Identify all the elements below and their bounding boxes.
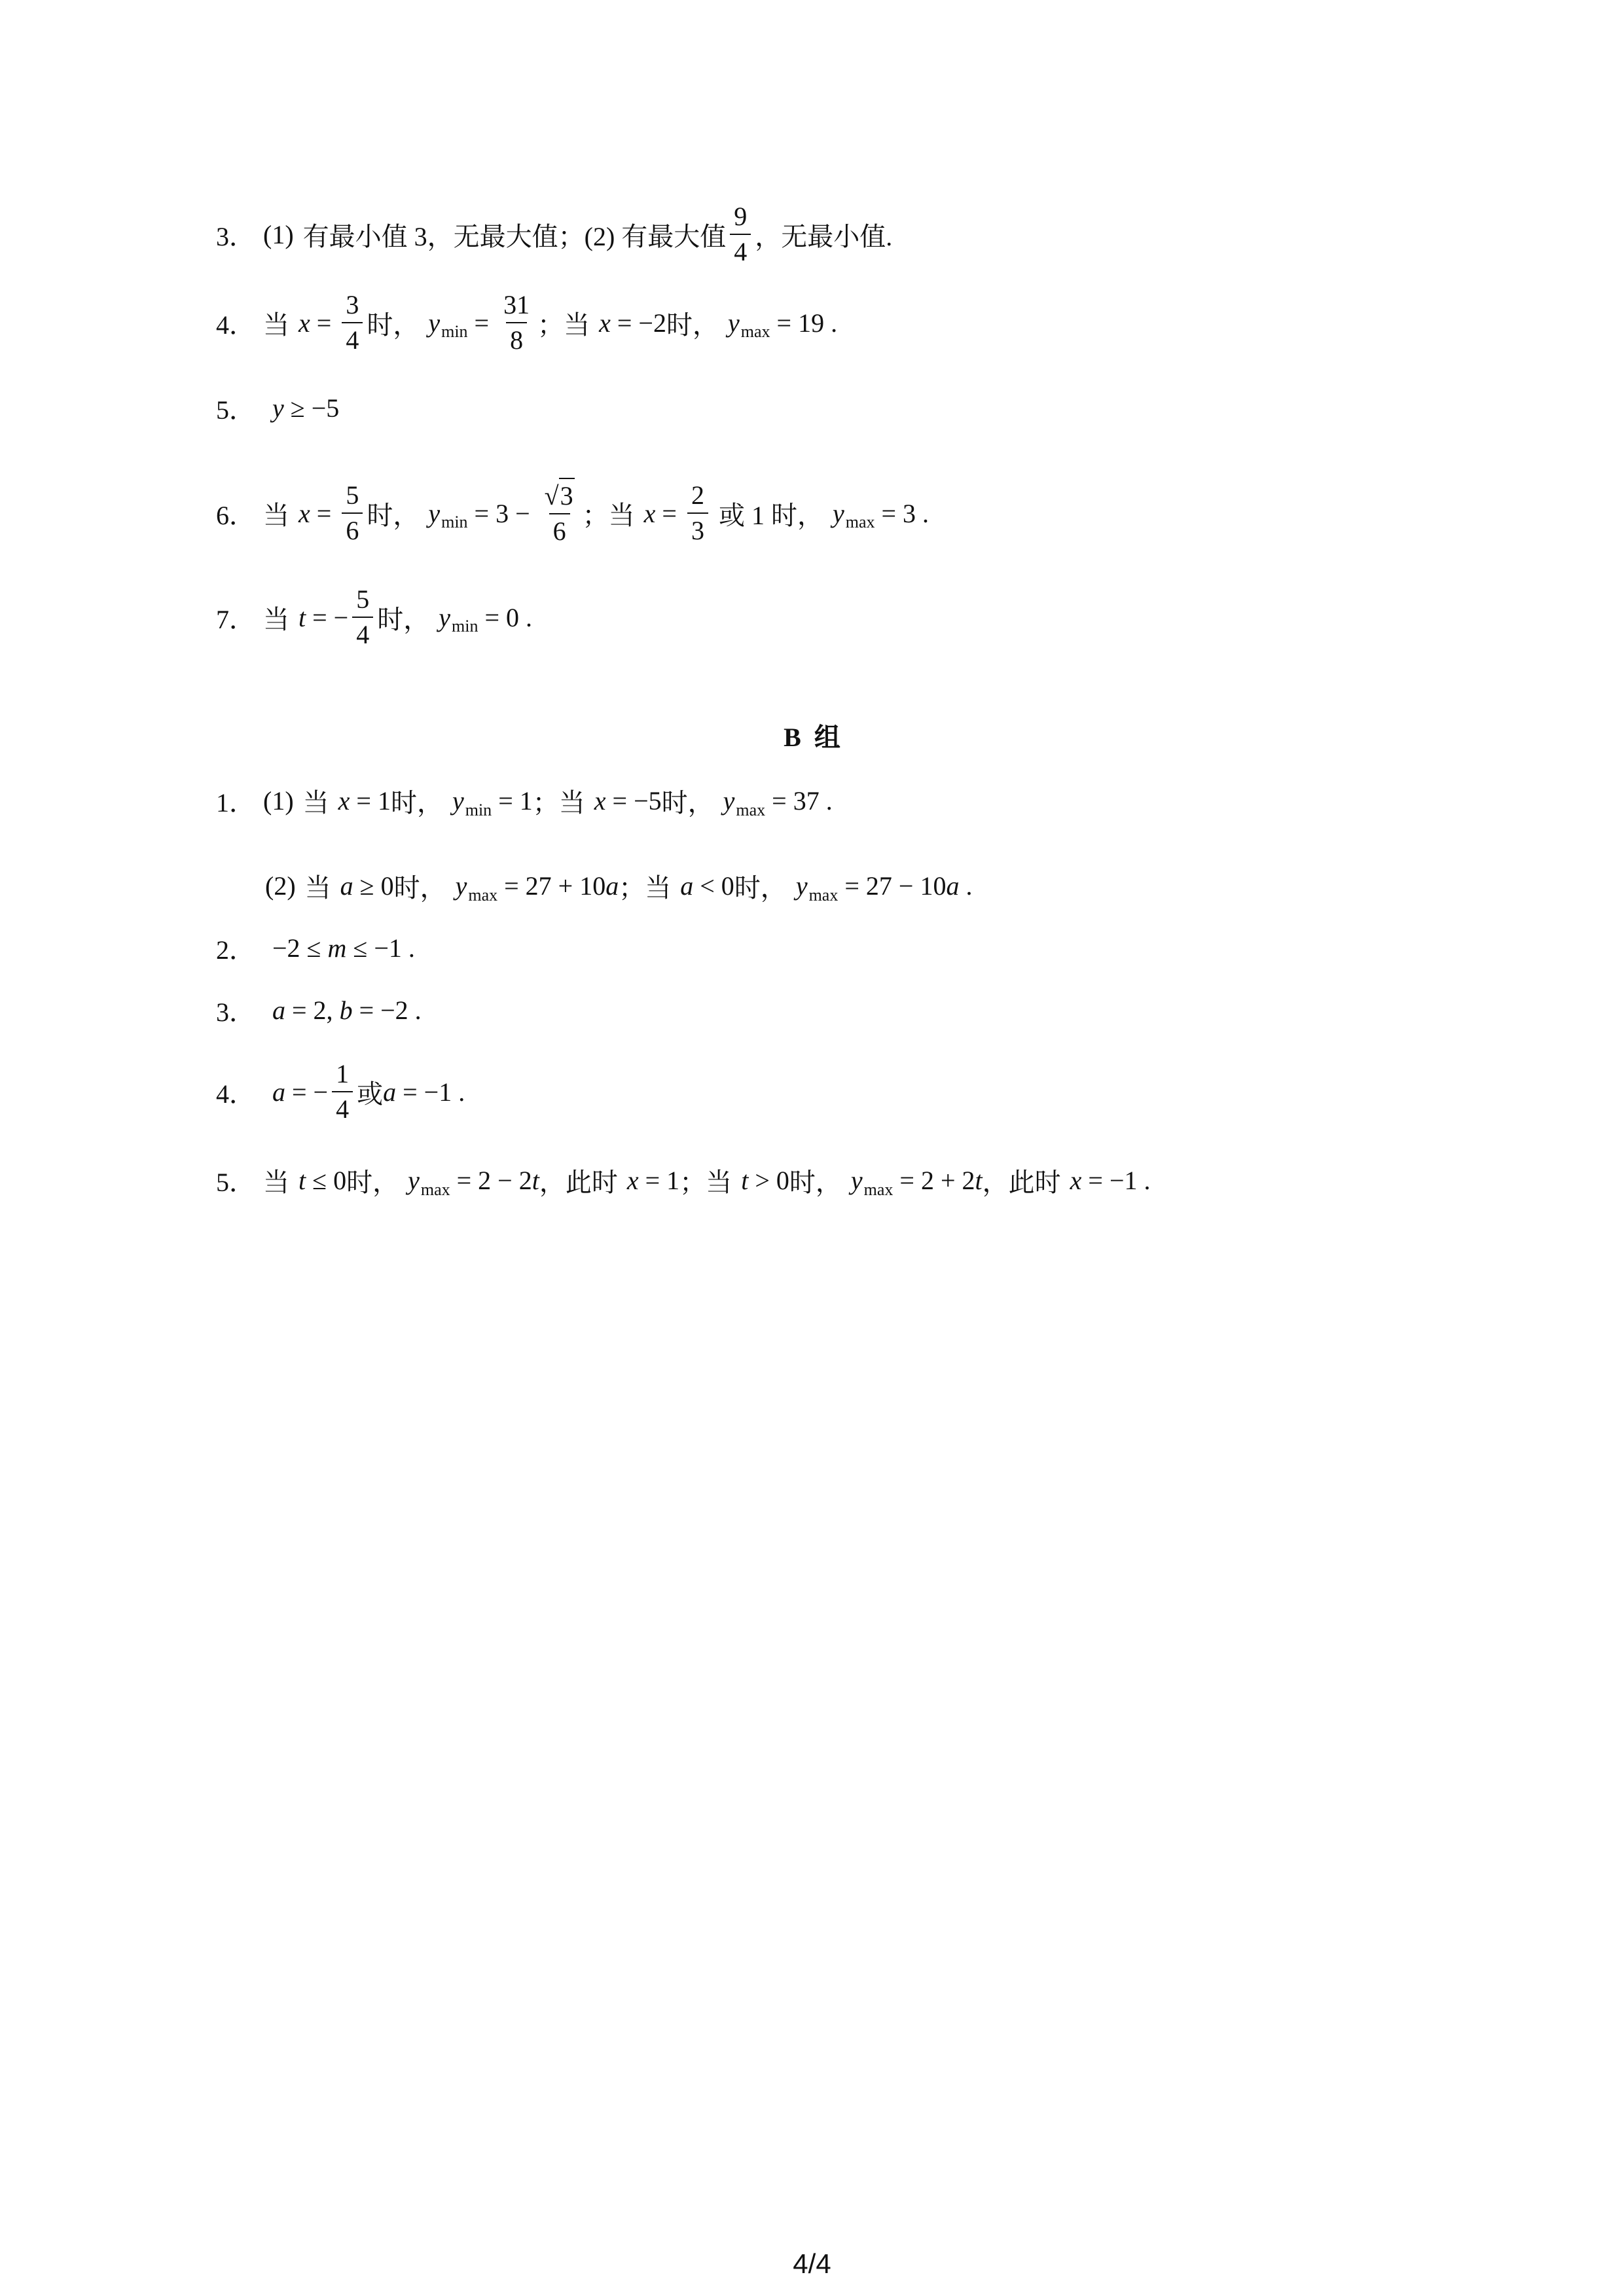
answer-text: 时， bbox=[377, 604, 430, 634]
math-expr: = −2 bbox=[610, 308, 666, 338]
answer-b4 bbox=[216, 1057, 465, 1126]
item-number: 7． bbox=[216, 604, 255, 634]
math-var: x bbox=[298, 498, 310, 528]
answer-text: 时， bbox=[789, 1168, 842, 1197]
answer-text: 时， bbox=[734, 873, 787, 903]
part-label: (2) bbox=[265, 871, 296, 901]
math-expr: = 3 . bbox=[875, 498, 929, 528]
fraction: $\frac{3}{4}$ bbox=[342, 288, 363, 357]
fraction: $\frac{9}{4}$ bbox=[730, 200, 751, 269]
answer-text: ，无最小值. bbox=[755, 221, 893, 251]
answer-text: 当 bbox=[263, 310, 289, 340]
math-var: y bbox=[272, 393, 284, 423]
answer-text: 当 bbox=[304, 873, 331, 903]
math-expr: ≥ 0 bbox=[353, 871, 394, 901]
math-var: y bbox=[723, 786, 735, 816]
answer-text: ；当 bbox=[537, 310, 590, 340]
math-var: a bbox=[946, 871, 960, 901]
math-var: a bbox=[680, 871, 694, 901]
fraction-sqrt: √ 3 6 bbox=[541, 478, 579, 548]
answer-text: 或 1 时， bbox=[712, 500, 823, 530]
subscript: max bbox=[740, 322, 770, 341]
answer-b3 bbox=[216, 992, 422, 1029]
item-number: 3． bbox=[216, 997, 255, 1027]
math-var: y bbox=[439, 602, 451, 632]
math-var: y bbox=[408, 1166, 420, 1195]
math-var: a bbox=[340, 871, 353, 901]
math-var: t bbox=[532, 1166, 539, 1195]
math-var: t bbox=[975, 1166, 983, 1195]
answer-text: 时， bbox=[346, 1168, 399, 1197]
fraction: $\frac{5}{4}$ bbox=[352, 583, 373, 652]
item-number: 2． bbox=[216, 935, 255, 965]
math-var: y bbox=[455, 871, 467, 901]
page-number: 4/4 bbox=[793, 2248, 831, 2279]
item-number: 3． bbox=[216, 221, 255, 251]
answer-a5 bbox=[216, 389, 339, 427]
math-expr: = 1 bbox=[638, 1166, 680, 1195]
math-expr: = 2 − 2 bbox=[450, 1166, 532, 1195]
math-var: x bbox=[298, 308, 310, 338]
part-label: (1) bbox=[263, 219, 294, 249]
math-expr: = 37 . bbox=[765, 786, 833, 816]
math-var: a bbox=[383, 1077, 397, 1107]
answer-a3 bbox=[216, 200, 892, 269]
math-var: x bbox=[594, 786, 606, 816]
math-op: . bbox=[959, 871, 973, 901]
math-var: y bbox=[452, 786, 464, 816]
math-expr: = 0 . bbox=[478, 602, 533, 632]
item-number: 6． bbox=[216, 500, 255, 530]
subscript: max bbox=[468, 885, 498, 905]
math-expr: = 3 − bbox=[467, 498, 537, 528]
answer-text: ；当 bbox=[582, 500, 635, 530]
math-op: = − bbox=[306, 602, 349, 632]
math-var: x bbox=[643, 498, 656, 528]
math-op: = bbox=[655, 498, 683, 528]
answer-text: 时， bbox=[367, 310, 420, 340]
math-op: = bbox=[310, 308, 338, 338]
math-var: x bbox=[1070, 1166, 1082, 1195]
subscript: max bbox=[420, 1179, 450, 1199]
math-var: y bbox=[428, 498, 441, 528]
answer-text: 当 bbox=[263, 500, 289, 530]
fraction: $\frac{1}{4}$ bbox=[332, 1057, 353, 1126]
answer-text: ，此时 bbox=[539, 1168, 618, 1197]
math-expr: ≤ 0 bbox=[306, 1166, 347, 1195]
math-expr: ≤ −1 . bbox=[346, 933, 415, 963]
answer-text: ；当 bbox=[679, 1168, 732, 1197]
math-var: a bbox=[272, 996, 285, 1025]
answer-text: 时， bbox=[367, 500, 420, 530]
math-var: x bbox=[599, 308, 611, 338]
math-expr: = 1 bbox=[350, 786, 391, 816]
subscript: min bbox=[441, 322, 468, 341]
math-expr: = −2 . bbox=[352, 996, 422, 1025]
answer-b5 bbox=[216, 1162, 1151, 1199]
item-number: 1． bbox=[216, 788, 255, 817]
item-number: 5． bbox=[216, 395, 255, 425]
item-number: 5． bbox=[216, 1168, 255, 1197]
math-op: = − bbox=[285, 1077, 329, 1107]
math-expr: > 0 bbox=[748, 1166, 789, 1195]
subscript: min bbox=[452, 617, 478, 636]
subscript: max bbox=[808, 885, 839, 905]
math-var: x bbox=[338, 786, 350, 816]
math-var: t bbox=[298, 602, 306, 632]
math-expr: = 27 − 10 bbox=[838, 871, 947, 901]
math-var: y bbox=[795, 871, 808, 901]
section-heading-b: B 组 bbox=[784, 723, 840, 752]
math-var: t bbox=[298, 1166, 306, 1195]
answer-a6 bbox=[216, 478, 929, 548]
answer-a7 bbox=[216, 583, 532, 652]
answer-b1-part2 bbox=[265, 867, 972, 905]
math-var: b bbox=[339, 996, 353, 1025]
math-var: y bbox=[832, 498, 844, 528]
math-var: y bbox=[850, 1166, 863, 1195]
answer-text: 有最小值 3，无最大值；(2) 有最大值 bbox=[302, 221, 727, 251]
subscript: min bbox=[441, 512, 468, 531]
math-expr: = 1 bbox=[492, 786, 533, 816]
answer-a4 bbox=[216, 288, 837, 357]
part-label: (1) bbox=[263, 786, 294, 816]
fraction: $\frac{31}{8}$ bbox=[499, 288, 533, 357]
item-number: 4． bbox=[216, 310, 255, 340]
math-var: y bbox=[428, 308, 441, 338]
answer-text: 时， bbox=[390, 788, 443, 817]
math-expr: = −1 . bbox=[1081, 1166, 1151, 1195]
subscript: max bbox=[736, 800, 766, 819]
subscript: max bbox=[863, 1179, 893, 1199]
answer-text: ；当 bbox=[532, 788, 585, 817]
math-expr: = −1 . bbox=[396, 1077, 465, 1107]
math-expr: −2 ≤ bbox=[272, 933, 328, 963]
answer-text: 当 bbox=[263, 1168, 289, 1197]
math-op: = bbox=[467, 308, 496, 338]
answer-text: 当 bbox=[302, 788, 329, 817]
fraction: $\frac{2}{3}$ bbox=[687, 478, 708, 548]
math-expr: = 27 + 10 bbox=[497, 871, 606, 901]
math-expr: = 19 . bbox=[770, 308, 838, 338]
answer-text: ；当 bbox=[619, 873, 672, 903]
math-expr: = −5 bbox=[605, 786, 662, 816]
answer-b1-part1 bbox=[216, 782, 833, 819]
answer-b2 bbox=[216, 929, 415, 967]
math-op: = bbox=[310, 498, 338, 528]
math-var: a bbox=[272, 1077, 285, 1107]
math-var: t bbox=[741, 1166, 749, 1195]
subscript: min bbox=[465, 800, 492, 819]
answer-text: 当 bbox=[263, 604, 289, 634]
subscript: max bbox=[845, 512, 875, 531]
item-number: 4． bbox=[216, 1079, 255, 1109]
math-expr: = 2, bbox=[285, 996, 340, 1025]
math-expr: ≥ −5 bbox=[283, 393, 340, 423]
math-expr: < 0 bbox=[693, 871, 734, 901]
answer-text: ，此时 bbox=[982, 1168, 1061, 1197]
math-var: m bbox=[327, 933, 347, 963]
answer-text: 或 bbox=[357, 1079, 384, 1109]
math-expr: = 2 + 2 bbox=[893, 1166, 975, 1195]
answer-text: 时， bbox=[661, 788, 714, 817]
fraction: $\frac{5}{6}$ bbox=[342, 478, 363, 548]
answer-text: 时， bbox=[393, 873, 446, 903]
answer-text: 时， bbox=[666, 310, 719, 340]
math-var: x bbox=[626, 1166, 639, 1195]
math-var: y bbox=[728, 308, 740, 338]
math-var: a bbox=[605, 871, 619, 901]
